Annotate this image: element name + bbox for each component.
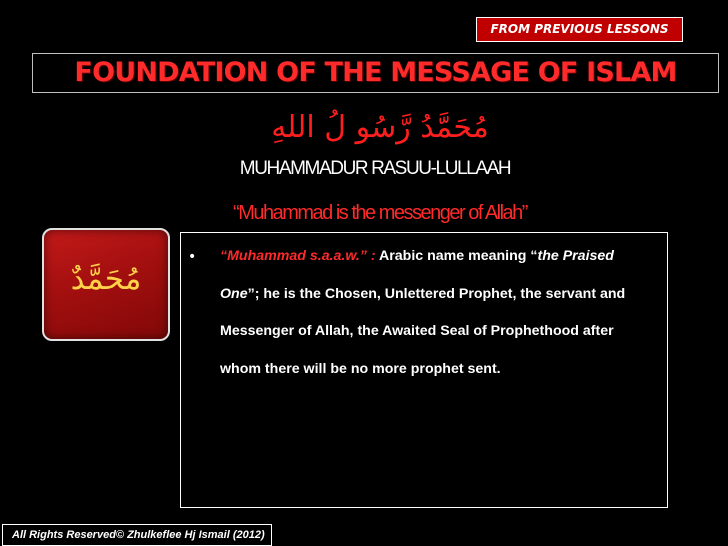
copyright-notice: All Rights Reserved© Zhulkeflee Hj Ismail (2012) bbox=[2, 524, 272, 546]
meaning-heading: “Muhammad is the messenger of Allah” bbox=[233, 202, 527, 224]
transliteration: MUHAMMADUR RASUU-LULLAAH bbox=[239, 158, 511, 179]
muhammad-arabic-name: مُحَمَّدٌ bbox=[70, 261, 142, 297]
description-term: “Muhammad s.a.a.w.” : bbox=[220, 248, 376, 264]
description-part-2: ”; he is the Chosen, Unlettered Prophet, the servant and Messenger of Allah, the Awaited Seal of Prophethood after whom there will be no more prophet sent. bbox=[220, 285, 626, 377]
arabic-shahada-phrase: مُحَمَّدُ رَّسُو لُ اللهِ bbox=[271, 110, 489, 145]
description-italic: the Praised One bbox=[220, 248, 614, 302]
slide-title: FOUNDATION OF THE MESSAGE OF ISLAM bbox=[74, 57, 677, 88]
muhammad-calligraphy-tile bbox=[42, 228, 170, 341]
bullet-icon: • bbox=[188, 249, 197, 265]
description-panel bbox=[180, 232, 668, 508]
description-text bbox=[220, 238, 656, 388]
previous-lessons-badge: FROM PREVIOUS LESSONS bbox=[476, 17, 683, 42]
description-part-1: Arabic name meaning “ bbox=[375, 248, 538, 264]
